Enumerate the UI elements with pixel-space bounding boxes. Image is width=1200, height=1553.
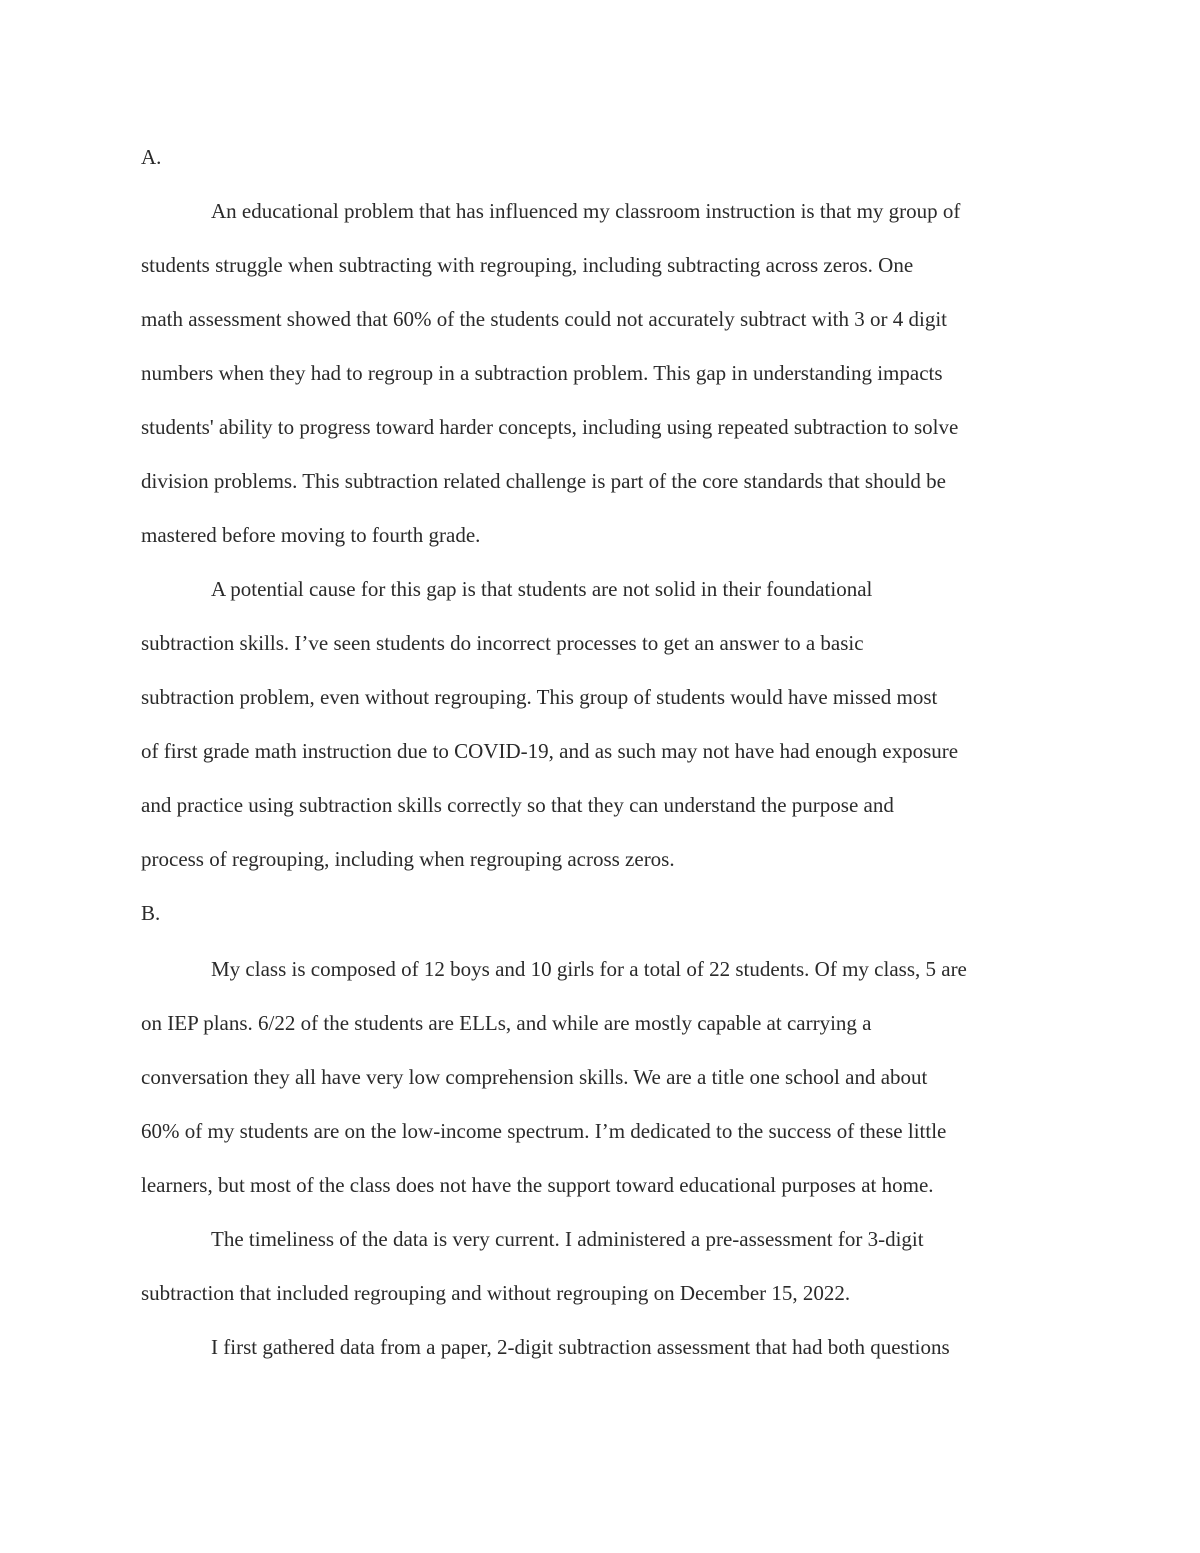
paragraph-line: An educational problem that has influenced my classroom instruction is that my group of [211,199,961,223]
paragraph-line: numbers when they had to regroup in a subtraction problem. This gap in understanding impacts [141,361,943,385]
paragraph-line: My class is composed of 12 boys and 10 girls for a total of 22 students. Of my class, 5 are [211,957,967,981]
paragraph-line: I first gathered data from a paper, 2-digit subtraction assessment that had both questions [211,1335,950,1359]
paragraph-line: mastered before moving to fourth grade. [141,523,481,547]
paragraph-line: on IEP plans. 6/22 of the students are ELLs, and while are mostly capable at carrying a [141,1011,872,1035]
paragraph-line: students' ability to progress toward harder concepts, including using repeated subtraction to solve [141,415,959,439]
paragraph-line: A potential cause for this gap is that students are not solid in their foundational [211,577,873,601]
paragraph-line: of first grade math instruction due to COVID-19, and as such may not have had enough exposure [141,739,959,763]
paragraph-line: conversation they all have very low comprehension skills. We are a title one school and about [141,1065,928,1089]
paragraph-line: subtraction that included regrouping and without regrouping on December 15, 2022. [141,1281,851,1305]
paragraph-line: math assessment showed that 60% of the students could not accurately subtract with 3 or 4 digit [141,307,947,331]
paragraph-line: subtraction skills. I’ve seen students do incorrect processes to get an answer to a basic [141,631,864,655]
paragraph-line: subtraction problem, even without regrouping. This group of students would have missed most [141,685,938,709]
paragraph-line: division problems. This subtraction related challenge is part of the core standards that should be [141,469,946,493]
paragraph-line: and practice using subtraction skills correctly so that they can understand the purpose and [141,793,894,817]
paragraph-line: 60% of my students are on the low-income spectrum. I’m dedicated to the success of these little [141,1119,947,1143]
paragraph-line: learners, but most of the class does not have the support toward educational purposes at home. [141,1173,934,1197]
paragraph-line: process of regrouping, including when regrouping across zeros. [141,847,675,871]
paragraph-line: students struggle when subtracting with regrouping, including subtracting across zeros. One [141,253,914,277]
section-a-heading: A. [141,145,162,169]
section-b-heading: B. [141,901,161,925]
paragraph-line: The timeliness of the data is very current. I administered a pre-assessment for 3-digit [211,1227,924,1251]
